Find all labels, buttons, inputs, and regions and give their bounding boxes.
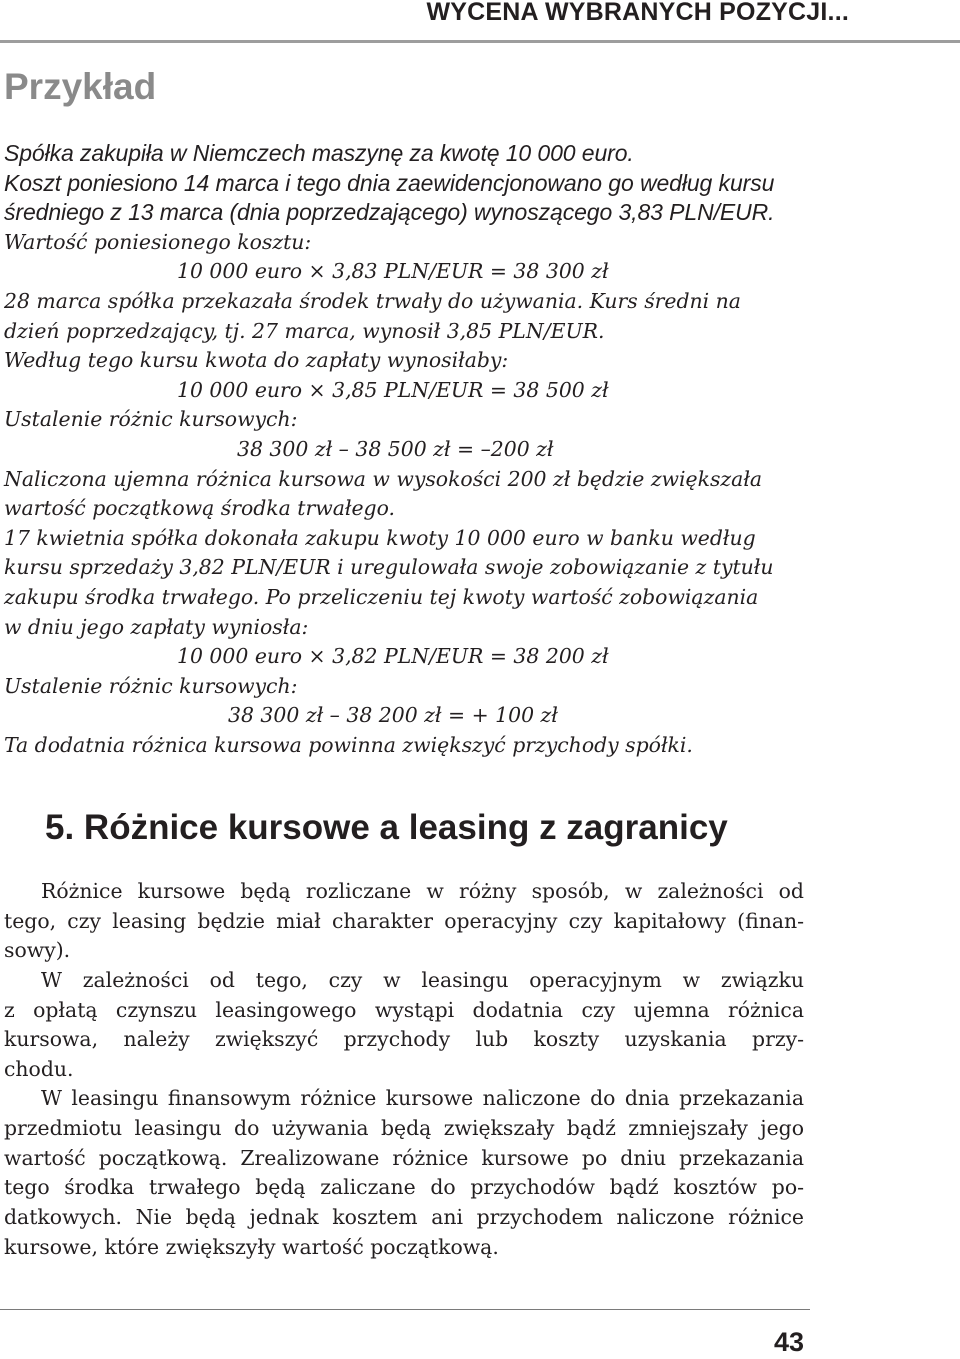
- body-line: datkowych. Nie będą jednak kosztem ani przychodem naliczone różnice: [4, 1205, 804, 1230]
- section-title: 5. Różnice kursowe a leasing z zagranicy: [45, 808, 728, 847]
- example-line: Ustalenie różnic kursowych:: [4, 407, 298, 432]
- example-calculation: 10 000 euro × 3,82 PLN/EUR = 38 200 zł: [177, 644, 609, 669]
- body-line: wartość początkową. Zrealizowane różnice kursowe po dniu przekazania: [4, 1145, 804, 1170]
- example-line: Spółka zakupiła w Niemczech maszynę za kwotę 10 000 euro.: [4, 140, 634, 166]
- example-line: 17 kwietnia spółka dokonała zakupu kwoty 10 000 euro w banku według: [4, 525, 756, 550]
- example-line: Według tego kursu kwota do zapłaty wynosiłaby:: [4, 348, 509, 373]
- footer-rule: [0, 1309, 810, 1310]
- example-line: zakupu środka trwałego. Po przeliczeniu tej kwoty wartość zobowiązania: [4, 584, 759, 609]
- example-box: [4, 139, 814, 760]
- header-rule: [0, 40, 960, 43]
- example-line: Koszt poniesiono 14 marca i tego dnia zaewidencjonowano go według kursu: [4, 169, 775, 196]
- body-line: W zależności od tego, czy w leasingu operacyjnym w związku: [41, 967, 804, 992]
- example-calculation: 10 000 euro × 3,83 PLN/EUR = 38 300 zł: [177, 259, 609, 284]
- example-line: Ta dodatnia różnica kursowa powinna zwiększyć przychody spółki.: [4, 732, 693, 757]
- example-line: w dniu jego zapłaty wyniosła:: [4, 614, 309, 639]
- running-header: WYCENA WYBRANYCH POZYCJI...: [426, 0, 849, 26]
- example-line: wartość początkową środka trwałego.: [4, 496, 395, 521]
- section-body: [4, 877, 804, 1262]
- body-line: tego, czy leasing będzie miał charakter operacyjny czy kapitałowy (finan-: [4, 908, 804, 933]
- body-line: z opłatą czynszu leasingowego wystąpi dodatnia czy ujemna różnica: [4, 997, 804, 1022]
- page-number: 43: [773, 1327, 804, 1357]
- body-line: przedmiotu leasingu do używania będą zwiększały bądź zmniejszały jego: [4, 1116, 804, 1141]
- body-line: kursowe, które zwiększyły wartość początkową.: [4, 1234, 499, 1259]
- example-heading: Przykład: [4, 66, 157, 107]
- body-line: Różnice kursowe będą rozliczane w różny sposób, w zależności od: [41, 879, 804, 903]
- body-line: W leasingu finansowym różnice kursowe naliczone do dnia przekazania: [41, 1086, 804, 1111]
- example-line: 28 marca spółka przekazała środek trwały do używania. Kurs średni na: [4, 288, 741, 313]
- body-line: kursowa, należy zwiększyć przychody lub koszty uzyskania przy-: [4, 1027, 804, 1052]
- body-line: chodu.: [4, 1056, 74, 1081]
- example-line: Wartość poniesionego kosztu:: [4, 229, 312, 254]
- example-calculation: 10 000 euro × 3,85 PLN/EUR = 38 500 zł: [177, 377, 609, 402]
- example-line: dzień poprzedzający, tj. 27 marca, wynosił 3,85 PLN/EUR.: [4, 318, 605, 343]
- body-line: sowy).: [4, 938, 71, 963]
- body-line: tego środka trwałego będą zaliczane do przychodów bądź kosztów po-: [4, 1175, 804, 1200]
- example-line: Naliczona ujemna różnica kursowa w wysokości 200 zł będzie zwiększała: [4, 466, 763, 491]
- example-line: Ustalenie różnic kursowych:: [4, 673, 298, 698]
- example-calculation: 38 300 zł – 38 200 zł = + 100 zł: [228, 703, 558, 728]
- example-line: kursu sprzedaży 3,82 PLN/EUR i uregulowała swoje zobowiązanie z tytułu: [4, 555, 774, 580]
- example-calculation: 38 300 zł – 38 500 zł = –200 zł: [237, 436, 554, 461]
- example-line: średniego z 13 marca (dnia poprzedzającego) wynoszącego 3,83 PLN/EUR.: [4, 199, 775, 226]
